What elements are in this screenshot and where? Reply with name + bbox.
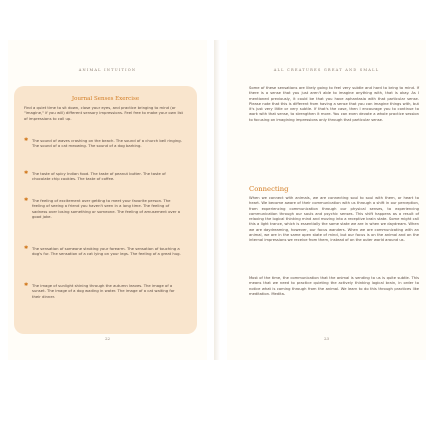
- exercise-item-text: The taste of spicy Indian food. The taste of peanut butter. The taste of chocolate chip cookies. The taste of coffee.: [32, 171, 166, 182]
- exercise-item: [24, 246, 184, 257]
- paragraph-1: Some of these sensations are likely going to feel very subtle and hard to bring to mind. If there is a sense that you just aren't able to imagine anything with, that is okay. As I mentioned previously, it could be that you have aphantasia with that particular sense. Please note that this is different from having a sense that you can imagine things with, but it's just very little or very subtle. If that's the case, then I encourage you to continue to work with that sense, to strengthen it more. You can even devote a whole practice session to focusing on imagining impressions only through that particular sense.: [249, 86, 419, 122]
- exercise-item: [24, 283, 184, 299]
- exercise-box: [14, 86, 197, 334]
- paragraph-2: When we connect with animals, we are connecting soul to soul with them, or heart to heart. We become aware of their communication with us through a shift in our perception, from experiencing communication through our physical senses, to experiencing communication through our souls and psychic senses. This shift happens as a result of relaxing the logical thinking mind and moving into a receptive brain state. Some might call this a light trance, which is essentially the same state we are in when we daydream. When we are daydreaming, however, our focus wanders. When we are communicating with an animal, we are in the same open state of mind, but our focus is on the animal and on the internal impressions we receive from them, instead of on the outer world around us.: [249, 196, 419, 243]
- running-head-left: ANIMAL INTUITION: [78, 68, 137, 72]
- flower-bullet-icon: ✱: [24, 282, 29, 288]
- running-head-right: ALL CREATURES GREAT AND SMALL: [273, 68, 380, 72]
- section-heading: Connecting: [249, 185, 289, 193]
- flower-bullet-icon: ✱: [24, 170, 29, 176]
- exercise-item: [24, 171, 184, 182]
- exercise-item-text: The feeling of excitement over getting to meet your favorite person. The feeling of seeing a friend you haven't seen in a long time. The feeling of sadness over losing something or someone. The feeling of amusement over a good joke.: [32, 198, 181, 220]
- exercise-item: [24, 138, 184, 149]
- exercise-title: Journal Senses Exercise: [71, 96, 140, 102]
- exercise-item-text: The sensation of someone stroking your forearm. The sensation of touching a dog's fur. The sensation of a cat lying on your legs. The feeling of a great hug.: [32, 246, 181, 257]
- paragraph-3: Most of the time, the communication that the animal is sending to us is quite subtle. This means that we need to practice quieting the actively thinking logical brain, in order to notice what is coming through from the animal. We learn to do this through practices like meditation. Medita-: [249, 276, 419, 296]
- page-number-right: 23: [323, 336, 330, 341]
- page-number-left: 22: [104, 336, 111, 341]
- exercise-item: [24, 198, 184, 220]
- right-page: [227, 40, 426, 360]
- book-gutter: [214, 40, 220, 360]
- left-page: [8, 40, 207, 360]
- flower-bullet-icon: ✱: [24, 137, 29, 143]
- exercise-item-text: The sound of waves crashing on the beach. The sound of a church bell ringing. The sound of a cat meowing. The sound of a dog barking.: [32, 138, 182, 149]
- exercise-intro: Find a quiet time to sit down, close your eyes, and practice bringing to mind (or "imagine," if you will) different sensory impressions. Feel free to make your own list of impressions to call up.: [24, 105, 184, 121]
- flower-bullet-icon: ✱: [24, 197, 29, 203]
- flower-bullet-icon: ✱: [24, 245, 29, 251]
- exercise-item-text: The image of sunlight shining through the autumn leaves. The image of a sunset. The image of a dog wading in water. The image of a cat waiting for their dinner.: [32, 283, 175, 299]
